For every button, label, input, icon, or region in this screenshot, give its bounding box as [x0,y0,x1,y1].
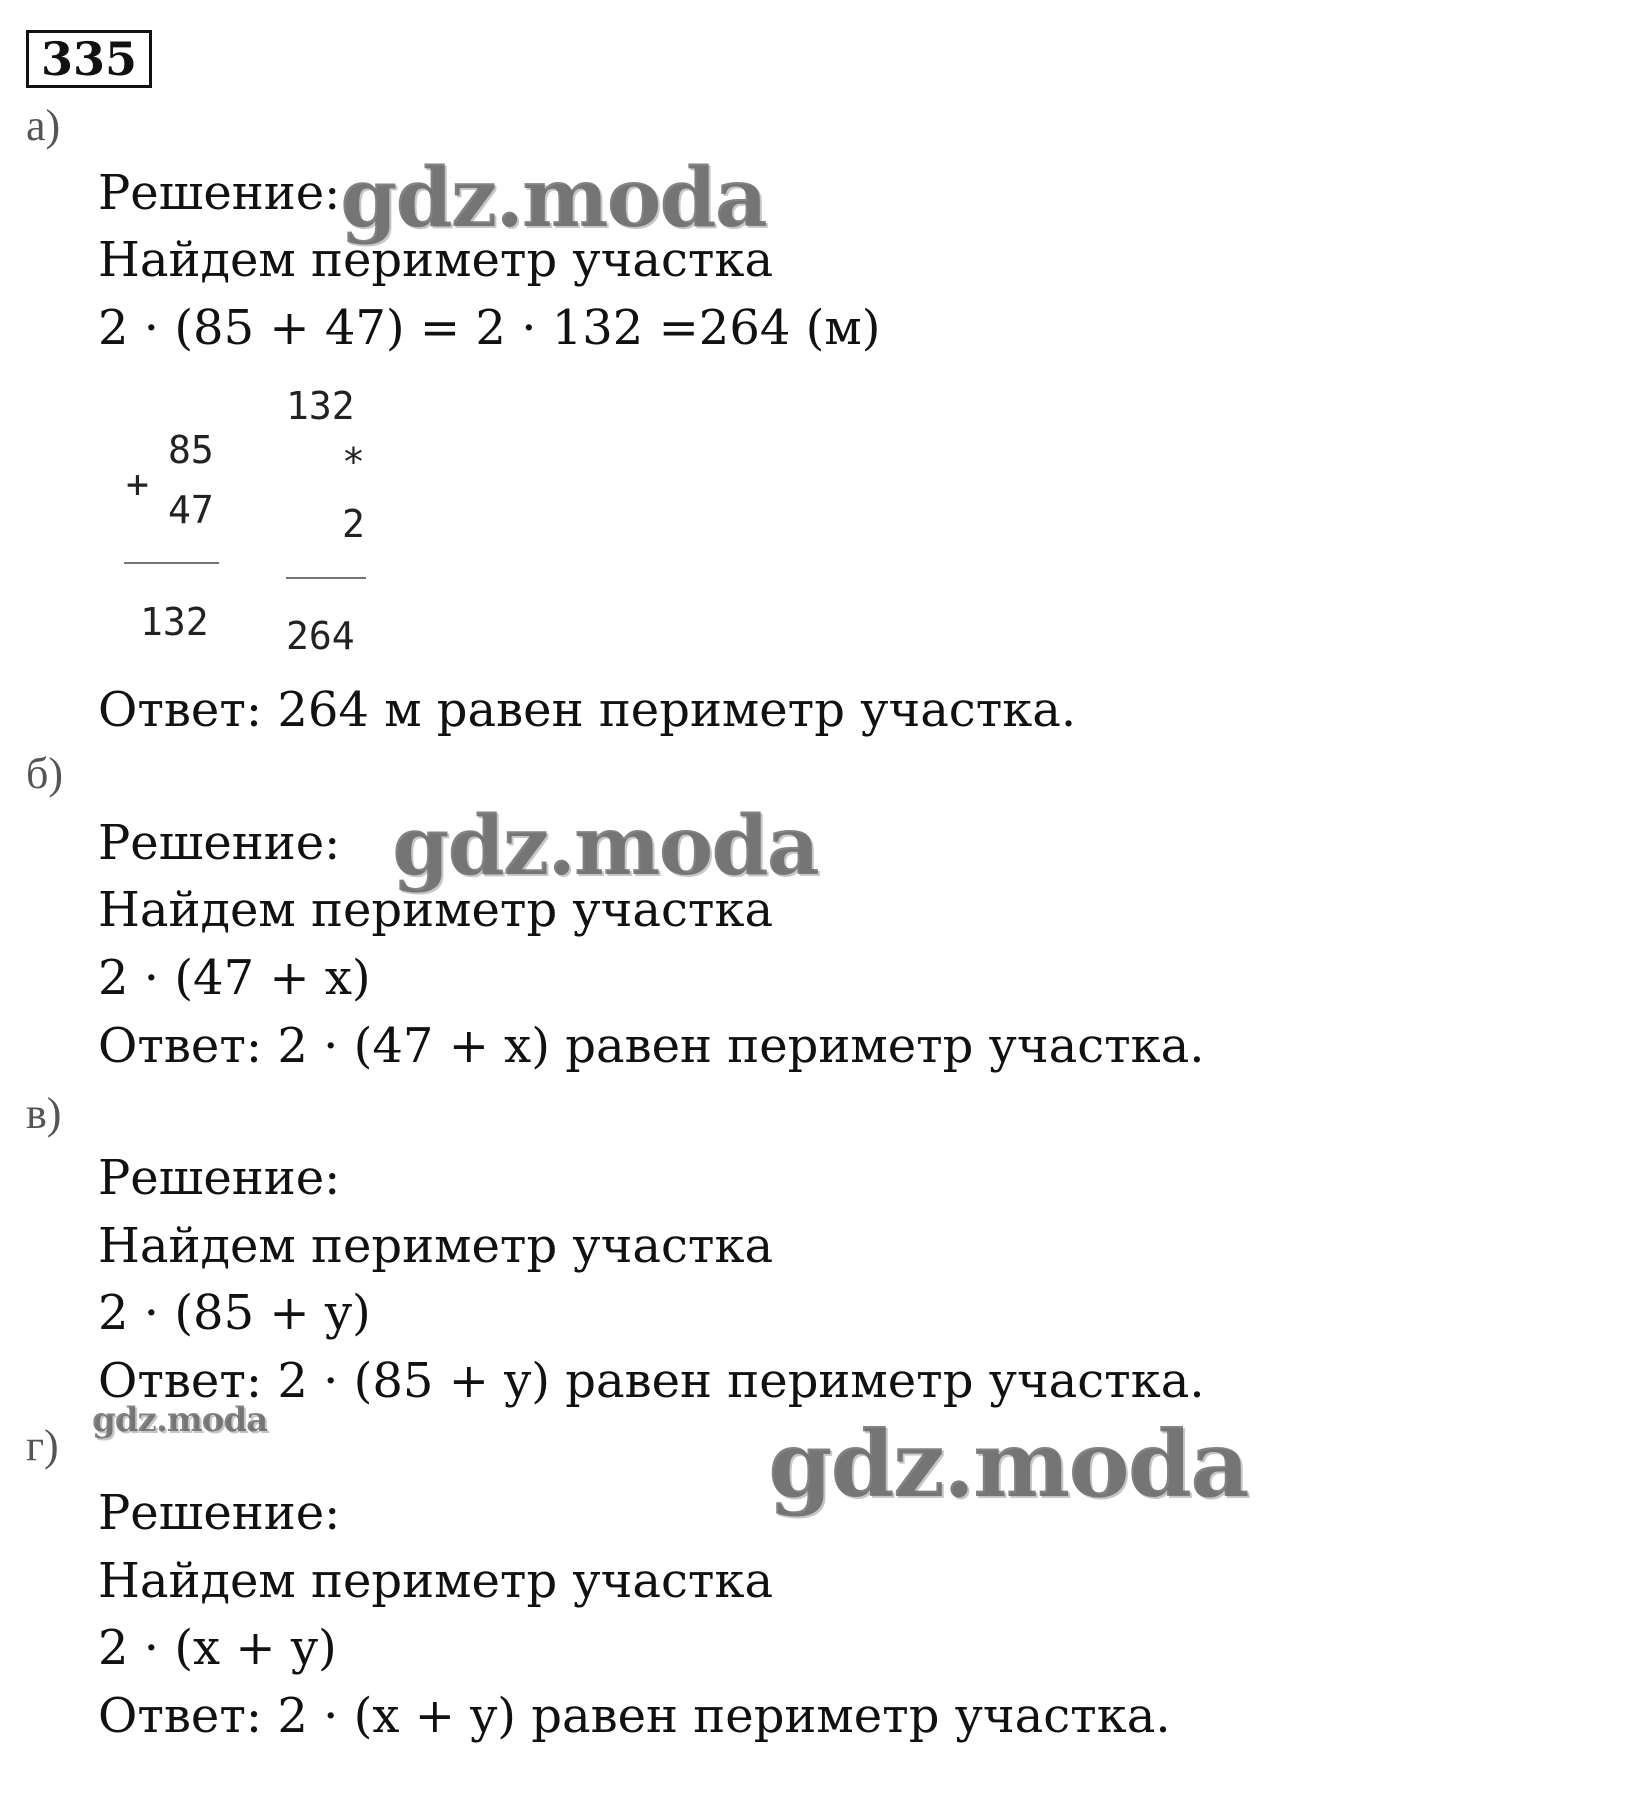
watermark: gdz.moda [340,150,766,246]
addition-sign: + [126,462,149,506]
part-v-expression: 2 · (85 + y) [98,1285,371,1341]
problem-number: 335 [26,30,152,88]
multiplication-top-operand: 132 [286,384,355,428]
part-b-solution-label: Решение: [98,815,341,871]
multiplication-result: 264 [286,614,355,658]
part-a-expression: 2 · (85 + 47) = 2 · 132 =264 (м) [98,300,881,356]
part-v-find-line: Найдем периметр участка [98,1218,774,1274]
addition-rule [124,562,219,564]
part-a-answer: Ответ: 264 м равен периметр участка. [98,682,1077,738]
part-a-marker: а) [26,101,61,150]
watermark: gdz.moda [768,1410,1248,1518]
part-v-solution-label: Решение: [98,1150,341,1206]
part-a-find-line: Найдем периметр участка [98,232,774,288]
multiplication-rule [286,577,366,579]
part-g-marker: г) [26,1421,59,1470]
part-g-answer: Ответ: 2 · (x + y) равен периметр участка. [98,1688,1171,1744]
part-b-find-line: Найдем периметр участка [98,882,774,938]
part-a-solution-label: Решение: [98,165,341,221]
addition-bottom-operand: 47 [168,488,214,532]
part-g-expression: 2 · (x + y) [98,1620,337,1676]
multiplication-sign: * [342,440,365,484]
part-b-marker: б) [26,749,64,798]
addition-result: 132 [140,600,209,644]
part-v-answer: Ответ: 2 · (85 + y) равен периметр участка. [98,1353,1205,1409]
multiplication-bottom-operand: 2 [342,502,365,546]
watermark: gdz.moda [92,1400,268,1440]
addition-top-operand: 85 [168,428,214,472]
part-b-expression: 2 · (47 + x) [98,950,371,1006]
part-v-marker: в) [26,1089,62,1138]
part-b-answer: Ответ: 2 · (47 + x) равен периметр участка. [98,1018,1205,1074]
watermark: gdz.moda [392,798,818,894]
part-g-find-line: Найдем периметр участка [98,1553,774,1609]
part-g-solution-label: Решение: [98,1485,341,1541]
